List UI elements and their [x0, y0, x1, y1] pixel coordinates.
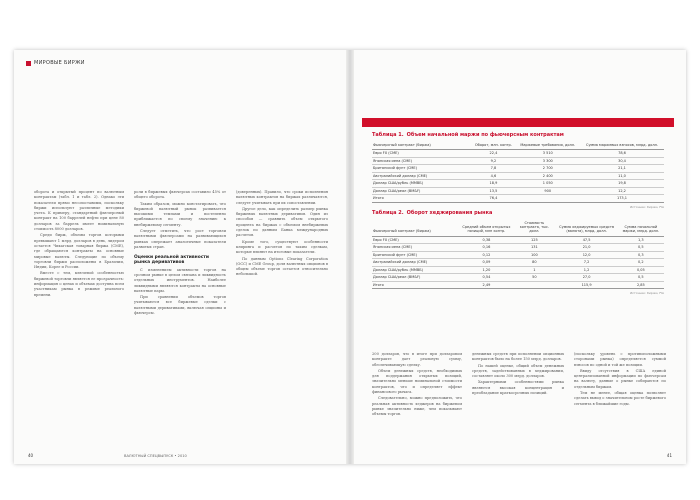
- table-total-row: Итого 2,49 115,9 2,85: [372, 281, 664, 289]
- footer-text: ВАЛЮТНЫЙ СПЕЦВЫПУСК • 2010: [124, 454, 187, 458]
- column-header: Фьючерсный контракт (биржа): [372, 219, 460, 236]
- paragraph: оборота и открытый процент по валютным контрактам (табл. 1 и табл. 2). Однако эти показатели прямо несопоставимы, поскольку биржи используют различные методики учета. К примеру, стандартный фьючерсный контракт на 100 баррелей нефти при цене 80 долларов за баррель имеет номинальную стоимость 8000 долларов.: [34, 190, 124, 232]
- column-header: Сумма начальной маржи, млрд. долл.: [618, 219, 664, 236]
- table-1-title: Таблица 1. Объем начальной маржи по фьючерсным контрактам: [372, 132, 564, 138]
- table-row: Доллар США/реал (BM&F) 13,5 900 12,2: [372, 187, 664, 195]
- table-row: Доллар США/реал (BM&F) 0,54 50 27,0 0,5: [372, 274, 664, 282]
- paragraph: Среди бирж, объемы торгов которыми превышают 1 млрд. долларов в день, лидером остается Чикагская товарная биржа (CME), где обращаются контракты на основные мировые валюты. Следующие по объему торговли биржи расположены в Бразилии, Индии, Корее и России.: [34, 233, 124, 270]
- section-label-text: МИРОВЫЕ БИРЖИ: [34, 60, 85, 66]
- table-row: Австралийский доллар (CME) 4,6 2 400 11,0: [372, 172, 664, 180]
- section-label: [26, 60, 85, 66]
- paragraph: По данным Options Clearing Corporation (OCC) и CME Group, доля валютных опционов в общем объеме торгов остается относительно небольшой.: [236, 256, 328, 277]
- paragraph: Следовательно, можно предположить, что реальная активность хеджеров на биржевом рынке значительно ниже, чем показывают объемы торгов.: [372, 396, 462, 417]
- column-header: Сумма маржевых взносов, млрд. долл.: [580, 141, 664, 150]
- table-row: Японская иена (CME) 0,16 131 21,0 0,5: [372, 244, 664, 252]
- paragraph: При сравнении объемов торгов учитываются все биржевые сделки с валютными деривативами, включая опционы и фьючерсы.: [134, 295, 226, 316]
- paragraph: Тем не менее, общая оценка позволяет сделать вывод о значительном росте биржевого сегмента в ближайшие годы.: [574, 391, 666, 406]
- paragraph: Следует отметить, что рост торговли валютными фьючерсами на развивающихся рынках опережает аналогичные показатели развитых стран.: [134, 229, 226, 249]
- paragraph: По нашей оценке, общий объем денежных средств, задействованных в хеджировании, составляет около 300 млрд. долларов.: [472, 363, 564, 379]
- right-column-3: [574, 352, 666, 408]
- paragraph: роли в биржевых фьючерсах составило 45% от общего оборота.: [134, 190, 226, 200]
- paragraph: Таким образом, можно констатировать, что биржевой валютный рынок развивается высокими темпами и постепенно приближается по своему значению к внебиржевому сегменту.: [134, 201, 226, 227]
- paragraph: Характерными особенностями рынка являются высокая концентрация и преобладание краткосрочных позиций.: [472, 380, 564, 396]
- table-row: Доллар США/рубль (ММВБ) 18,9 1 050 19,8: [372, 180, 664, 188]
- table-2-title: Таблица 2. Оборот хеджирования рынка: [372, 210, 493, 216]
- table-total-row: Итого 76,4 173,1: [372, 195, 664, 203]
- table-1: [372, 132, 664, 209]
- paragraph: Ввиду отсутствия в США единой централизованной информации по фьючерсам на валюту, данные о рынке собираются по отдельным биржам.: [574, 368, 666, 389]
- left-page: [14, 50, 350, 464]
- left-column-2: [134, 190, 226, 317]
- magazine-spread: [14, 50, 686, 464]
- column-header: Сумма хеджируемых средств (валюта), млрд. долл.: [555, 219, 617, 236]
- table-2-grid: [372, 219, 664, 289]
- table-row: Евро FX (CME) 22,4 3 510 78,6: [372, 150, 664, 158]
- paragraph: Объем денежных средств, необходимых для поддержания открытых позиций, значительно меньше номинальной стоимости контрактов, что и определяет эффект финансового рычага.: [372, 368, 462, 395]
- column-header: Маржевые требования, долл.: [516, 141, 580, 150]
- table-row: Британский фунт (CME) 0,12 100 12,0 0,3: [372, 251, 664, 259]
- paragraph: Кроме того, существуют особенности клиринга и расчетов по таким сделкам, которые влияют на итоговые показатели.: [236, 239, 328, 255]
- left-column-1: [34, 190, 124, 299]
- page-number-left: 40: [28, 453, 34, 458]
- table-row: Британский фунт (CME) 7,8 2 700 21,1: [372, 165, 664, 173]
- column-header: Стоимость контракта, тыс. долл.: [513, 219, 555, 236]
- right-column-1: [372, 352, 462, 419]
- column-header: Средний объем открытых позиций, млн контр.: [460, 219, 514, 236]
- right-page: [350, 50, 686, 464]
- column-header: Фьючерсный контракт (биржа): [372, 141, 471, 150]
- paragraph: Вместе с тем, ключевой особенностью биржевой торговли является ее прозрачность: информация о ценах и объемах доступна всем участникам рынка в режиме реального времени.: [34, 271, 124, 297]
- paragraph: Другое дело, как определить размер рынка биржевых валютных деривативов. Один из способов — сравнить объем открытого процента на биржах с объемом внебиржевых сделок по данным Банка международных расчетов.: [236, 206, 328, 238]
- paragraph: С изменением активности торгов на срочном рынке в целом связана и ликвидность отдельных инструментов. Наиболее ликвидными являются контракты на основные валютные пары.: [134, 267, 226, 293]
- column-header: Оборот, млн. контр.: [471, 141, 515, 150]
- subheading: Оценки реальной активности рынка деривативов: [134, 255, 209, 266]
- red-header-bar: [362, 118, 674, 127]
- paragraph: денежных средств при исполнении опционных контрактов было на более 150 млрд. долларов.: [472, 352, 564, 362]
- table-1-source: Источник: биржи, FIA: [630, 204, 664, 209]
- left-column-3: [236, 190, 328, 279]
- right-column-2: [472, 352, 564, 397]
- table-2-source: Источник: биржи, FIA: [630, 291, 664, 296]
- table-row: Евро FX (CME) 0,38 125 47,5 1,3: [372, 236, 664, 244]
- red-square-icon: [26, 61, 31, 66]
- table-1-grid: [372, 141, 664, 203]
- table-2: [372, 210, 664, 295]
- page-number-right: 41: [666, 453, 672, 458]
- paragraph: (доверенных). Правило, что сроки исполнения валютных контрактов на биржах различаются, следует учитывать при их сопоставлении.: [236, 190, 328, 205]
- paragraph: (поскольку уровень с противоположными сторонами рынка) определяется суммой взносов по одной и той же позиции.: [574, 352, 666, 367]
- table-row: Японская иена (CME) 9,2 3 300 30,4: [372, 157, 664, 165]
- table-row: Австралийский доллар (CME) 0,09 80 7,2 0,2: [372, 259, 664, 267]
- paragraph: 200 долларов, что в итоге при долларовом контракте дает реальную сумму, обеспечивающую сделку.: [372, 352, 462, 367]
- table-row: Доллар США/рубль (ММВБ) 1,20 1 1,2 0,05: [372, 266, 664, 274]
